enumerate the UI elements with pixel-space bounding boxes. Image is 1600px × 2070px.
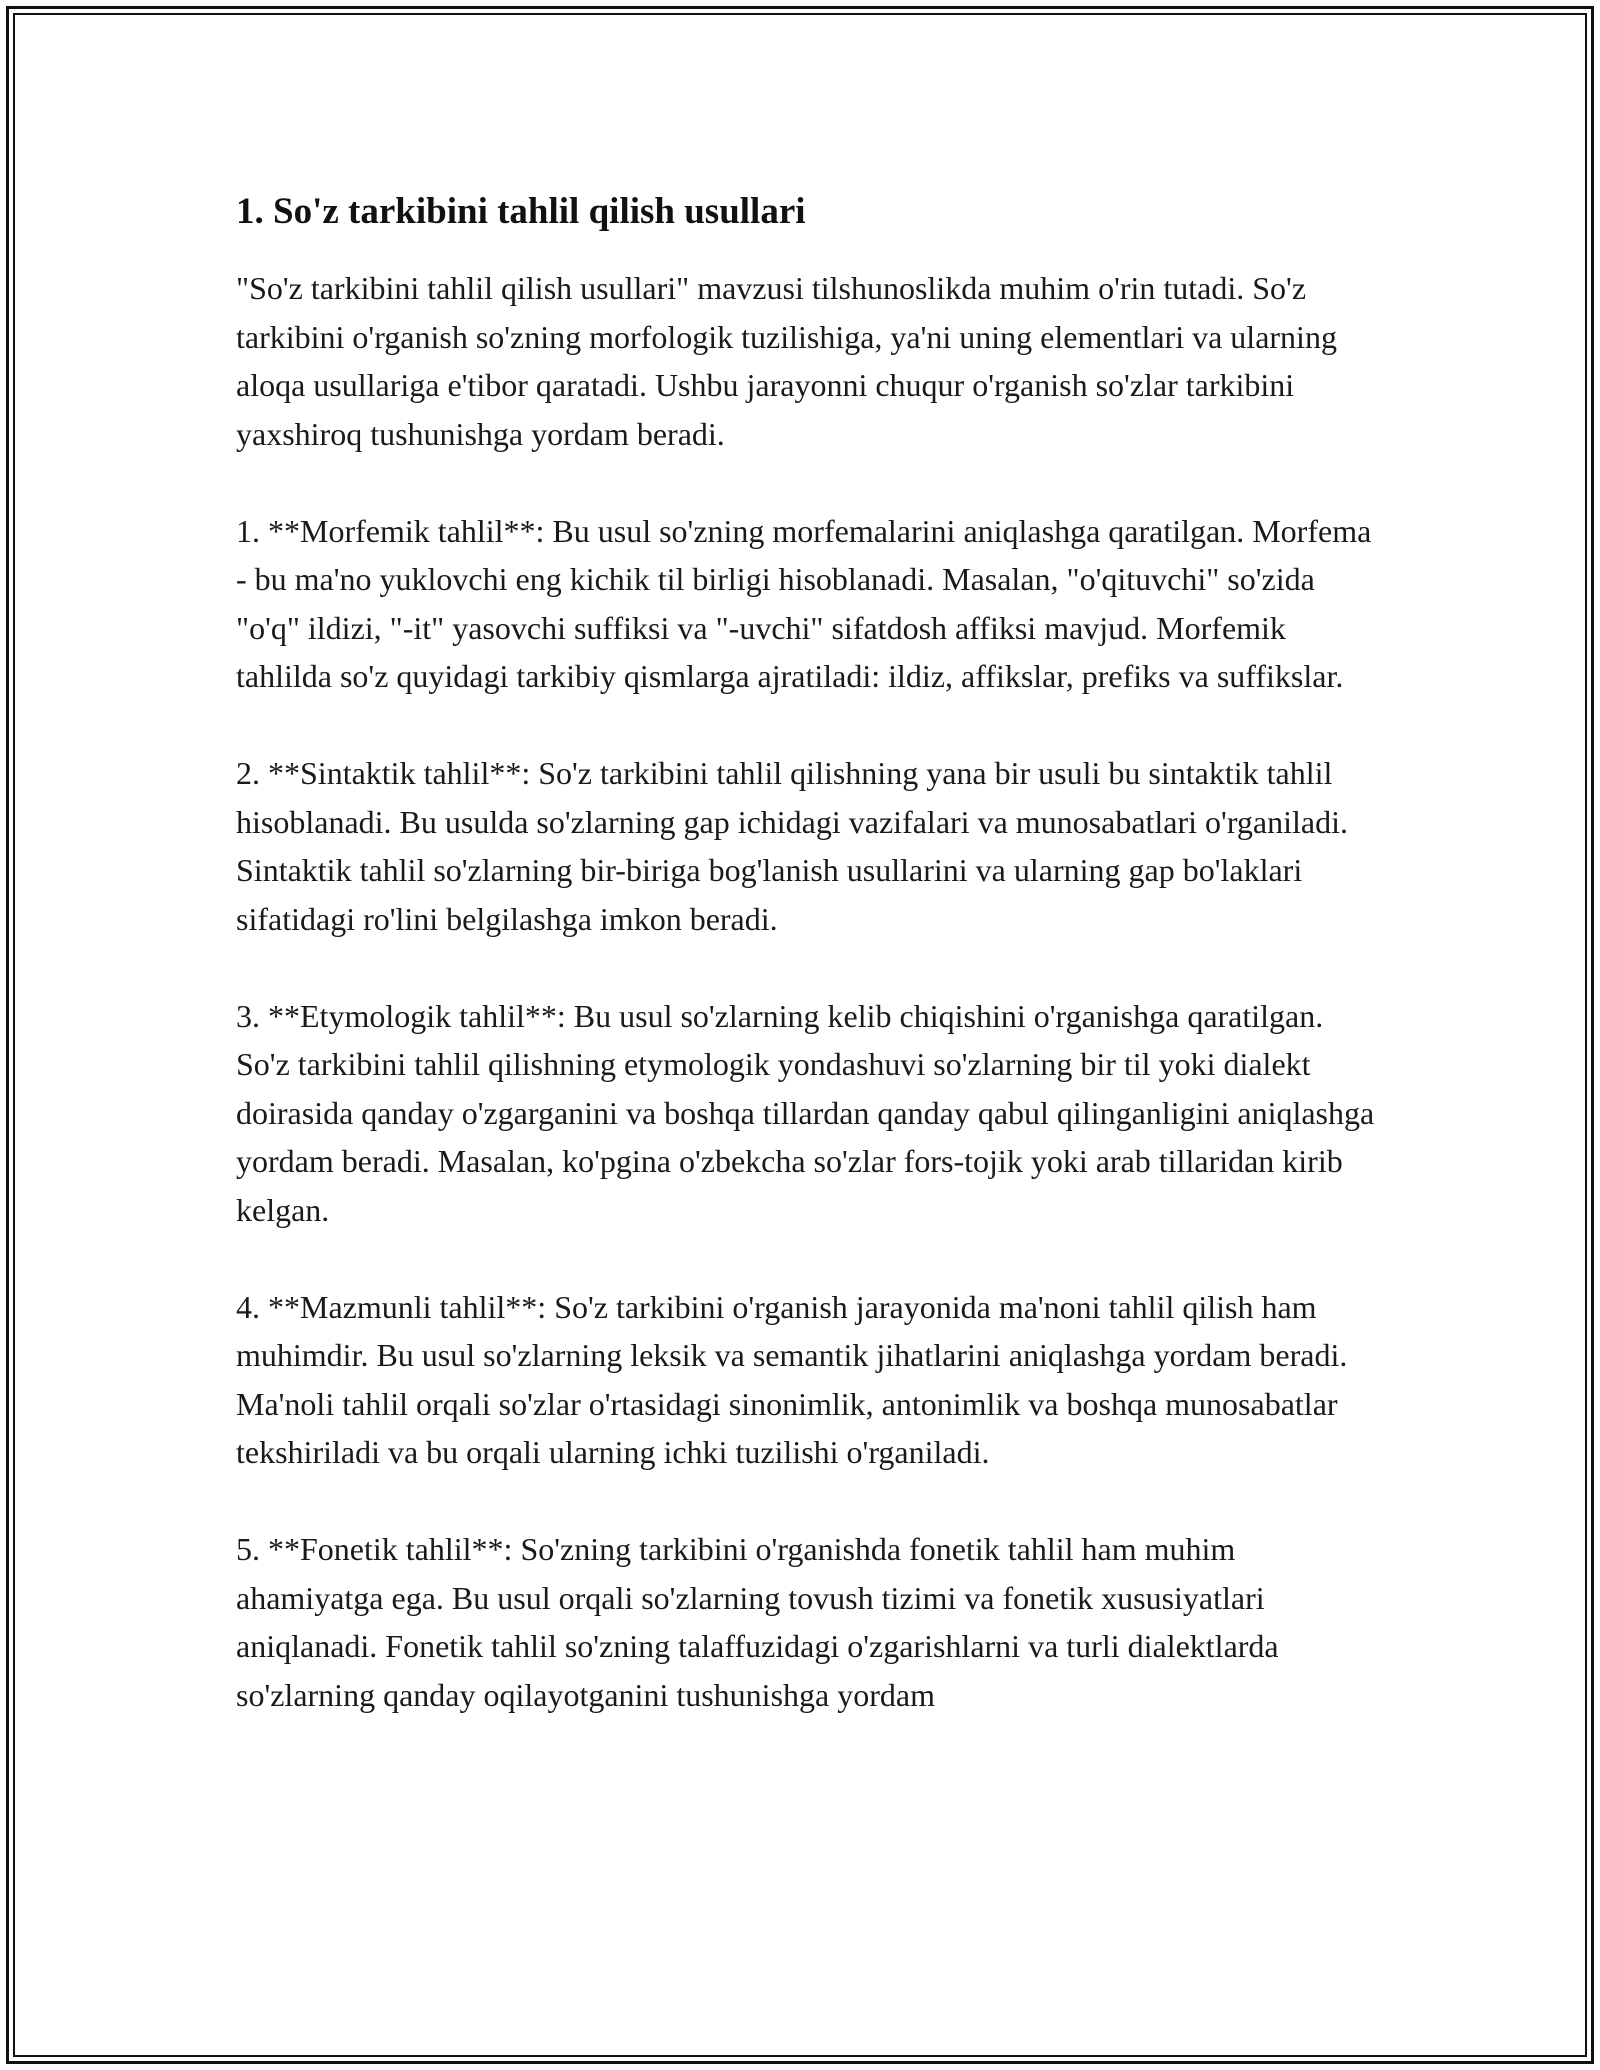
- fonetik-tahlil-paragraph: 5. **Fonetik tahlil**: So'zning tarkibini o'rganishda fonetik tahlil ham muhim ahamiyatga ega. Bu usul orqali so'zlarning tovush tizimi va fonetik xususiyatlari aniqlanadi. Fonetik tahlil so'zning talaffuzidagi o'zgarishlarni va turli dialektlarda so'zlarning qanday oqilayotganini tushunishga yordam: [236, 1531, 1279, 1713]
- morfemik-tahlil-paragraph: 1. **Morfemik tahlil**: Bu usul so'zning morfemalarini aniqlashga qaratilgan. Morfema - bu ma'no yuklovchi eng kichik til birligi hisoblanadi. Masalan, "o'qituvchi" so'zida "o'q" ildizi, "-it" yasovchi suffiksi va "-uvchi" sifatdosh affiksi mavjud. Morfemik tahlilda so'z quyidagi tarkibiy qismlarga ajratiladi: ildiz, affikslar, prefiks va suffikslar.: [236, 512, 1372, 694]
- sintaktik-tahlil-paragraph: 2. **Sintaktik tahlil**: So'z tarkibini tahlil qilishning yana bir usuli bu sintaktik tahlil hisoblanadi. Bu usulda so'zlarning gap ichidagi vazifalari va munosabatlari o'rganiladi. Sintaktik tahlil so'zlarning bir-biriga bog'lanish usullarini va ularning gap bo'laklari sifatidagi ro'lini belgilashga imkon beradi.: [236, 755, 1348, 937]
- intro-paragraph: "So'z tarkibini tahlil qilish usullari" mavzusi tilshunoslikda muhim o'rin tutadi. So'z tarkibini o'rganish so'zning morfologik tuzilishiga, ya'ni uning elementlari va ularning aloqa usullariga e'tibor qaratadi. Ushbu jarayonni chuqur o'rganish so'zlar tarkibini yaxshiroq tushunishga yordam beradi.: [236, 270, 1337, 452]
- mazmunli-tahlil-paragraph: 4. **Mazmunli tahlil**: So'z tarkibini o'rganish jarayonida ma'noni tahlil qilish ham muhimdir. Bu usul so'zlarning leksik va semantik jihatlarini aniqlashga yordam beradi. Ma'noli tahlil orqali so'zlar o'rtasidagi sinonimlik, antonimlik va boshqa munosabatlar tekshiriladi va bu orqali ularning ichki tuzilishi o'rganiladi.: [236, 1288, 1348, 1470]
- etymologik-tahlil-paragraph: 3. **Etymologik tahlil**: Bu usul so'zlarning kelib chiqishini o'rganishga qaratilgan. So'z tarkibini tahlil qilishning etymologik yondashuvi so'zlarning bir til yoki dialekt doirasida qanday o'zgarganini va boshqa tillardan qanday qabul qilinganligini aniqlashga yordam beradi. Masalan, ko'pgina o'zbekcha so'zlar fors-tojik yoki arab tillaridan kirib kelgan.: [236, 997, 1375, 1228]
- document-body: [236, 186, 1376, 1768]
- document-heading: 1. So'z tarkibini tahlil qilish usullari: [236, 191, 806, 232]
